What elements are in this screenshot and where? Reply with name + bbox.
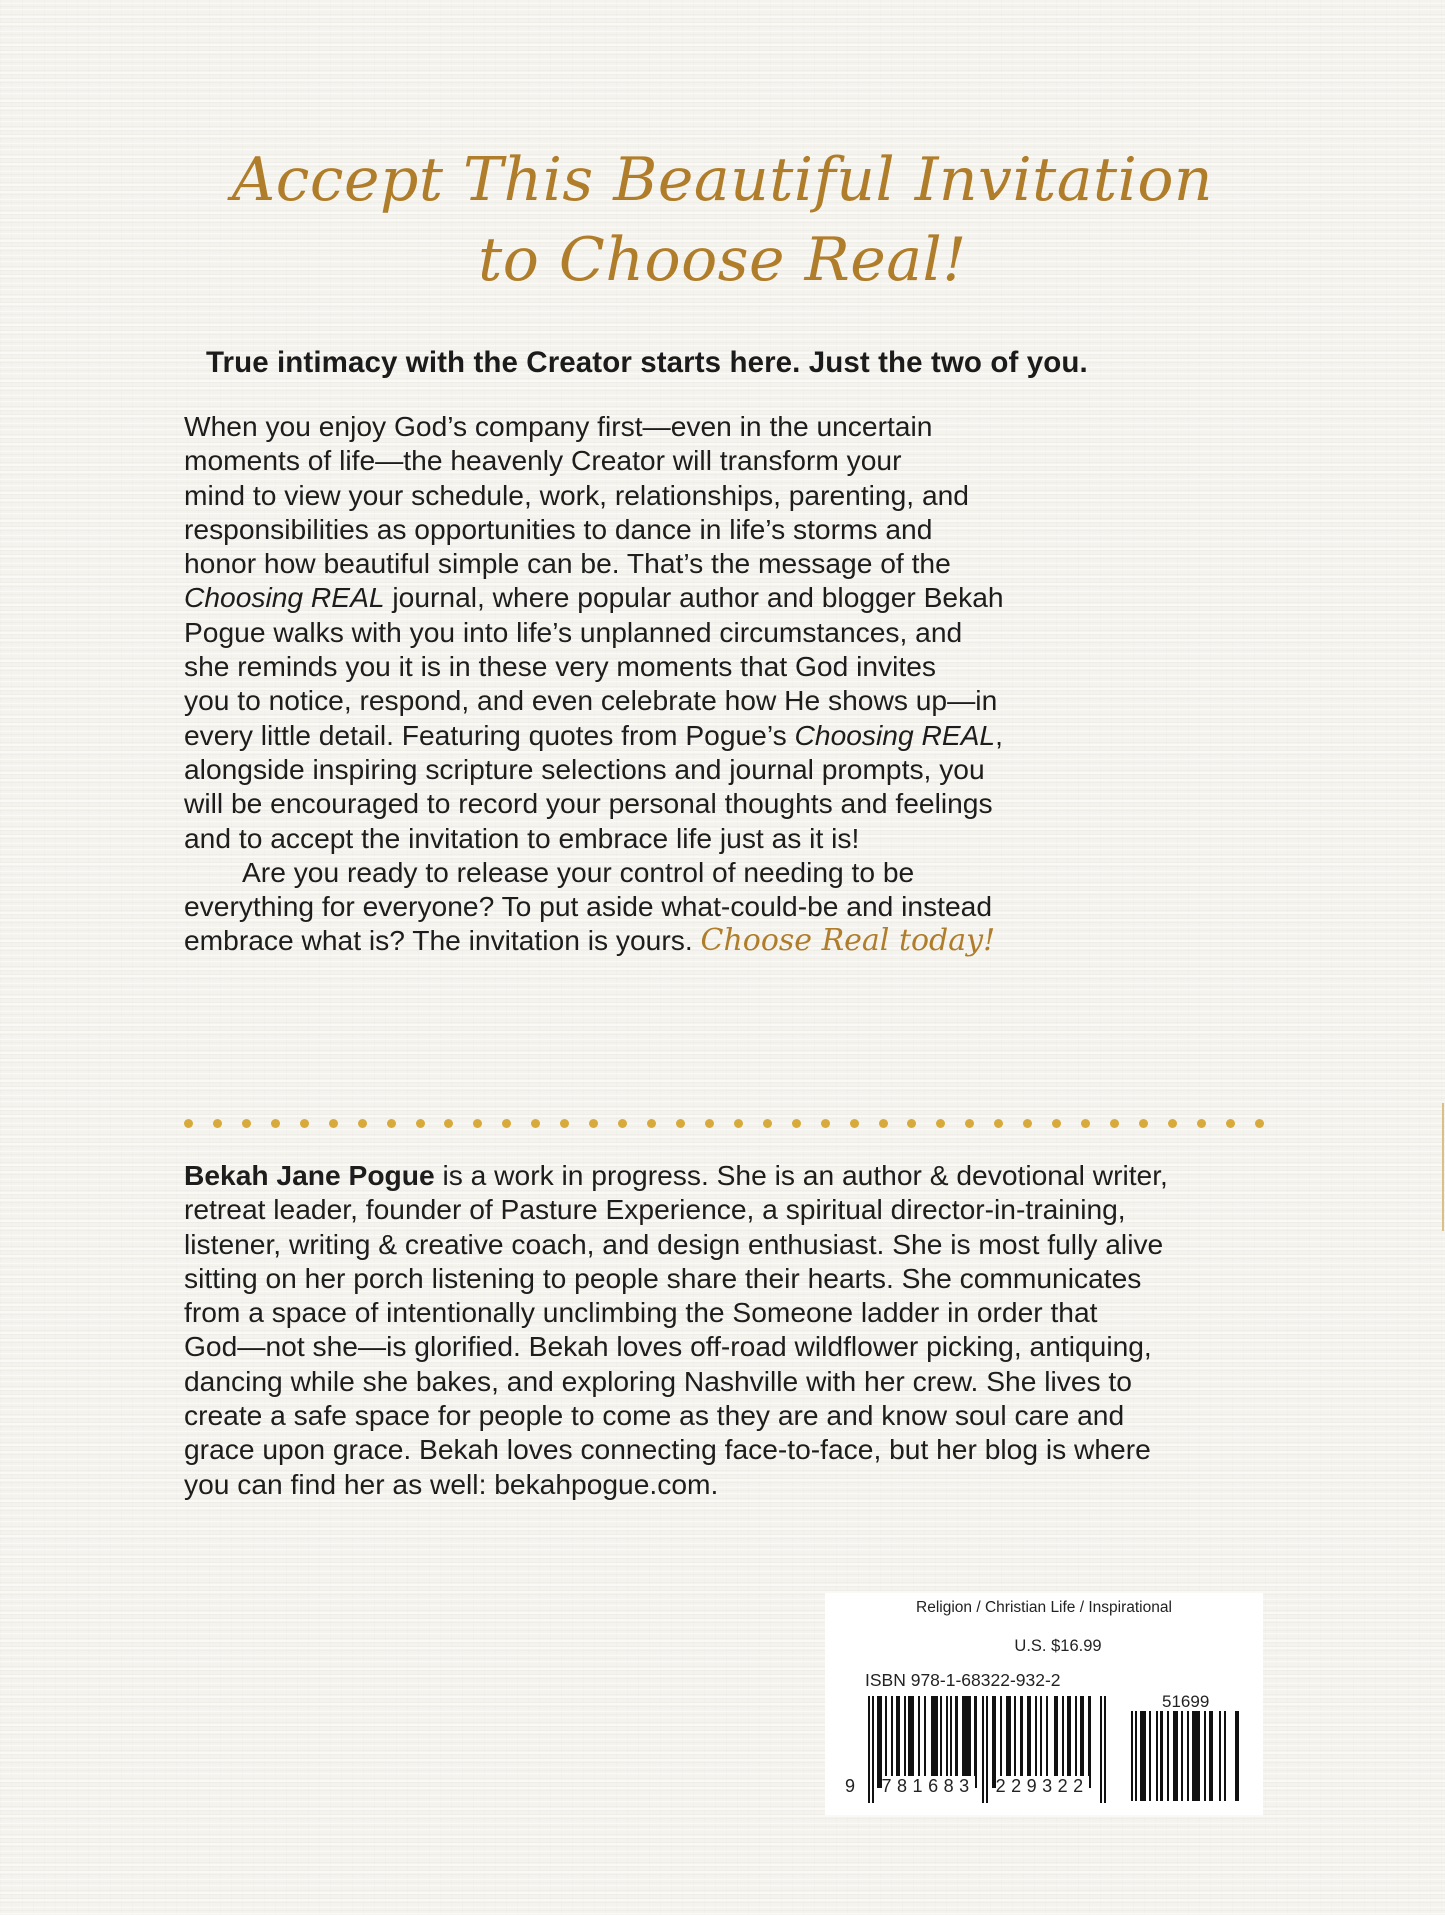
description-text: embrace what is? The invitation is yours. <box>184 924 701 957</box>
bio-line <box>184 1158 1274 1192</box>
bio-line: create a safe space for people to come as they are and know soul care and <box>184 1399 1125 1432</box>
description-line <box>184 923 1274 958</box>
divider-dot <box>821 1119 830 1128</box>
divider-dot <box>763 1119 772 1128</box>
bio-line: listener, writing & creative coach, and design enthusiast. She is most fully alive <box>184 1227 1164 1260</box>
divider-dot <box>1168 1119 1177 1128</box>
divider-dot <box>502 1119 511 1128</box>
description-line: When you enjoy God’s company first—even in the uncertain <box>184 410 933 442</box>
divider-dot <box>705 1119 714 1128</box>
description-line: will be encouraged to record your personal thoughts and feelings <box>184 787 993 820</box>
divider-dot <box>647 1119 656 1128</box>
author-bio <box>184 1158 1274 1501</box>
divider-dot <box>907 1119 916 1128</box>
isbn: ISBN 978-1-68322-932-2 <box>865 1670 1061 1690</box>
divider-dot <box>589 1119 598 1128</box>
headline-line-2: to Choose Real! <box>478 225 967 295</box>
divider-dot <box>1052 1119 1061 1128</box>
divider-dot <box>213 1119 222 1128</box>
description-line: Are you ready to release your control of needing to be <box>242 855 915 888</box>
bio-line: dancing while she bakes, and exploring Nashville with her crew. She lives to <box>184 1364 1132 1397</box>
divider-dot <box>792 1119 801 1128</box>
book-title-italic: Choosing REAL <box>184 581 385 614</box>
description-line: moments of life—the heavenly Creator will transform your <box>184 444 902 477</box>
divider-dot <box>676 1119 685 1128</box>
divider-dot <box>1081 1119 1090 1128</box>
divider-dot <box>473 1119 482 1128</box>
divider-dot <box>300 1119 309 1128</box>
divider-dot <box>531 1119 540 1128</box>
divider-dot <box>358 1119 367 1128</box>
description-line: Pogue walks with you into life’s unplanned circumstances, and <box>184 615 963 648</box>
divider-dot <box>1255 1119 1264 1128</box>
description-line: she reminds you it is in these very moments that God invites <box>184 650 936 683</box>
bio-line: grace upon grace. Bekah loves connecting face-to-face, but her blog is where <box>184 1433 1151 1466</box>
divider-dot <box>184 1119 193 1128</box>
divider-dot <box>618 1119 627 1128</box>
price-addon-code: 51699 <box>1162 1692 1210 1711</box>
price: U.S. $16.99 <box>1014 1637 1102 1655</box>
description-line: you to notice, respond, and even celebrate how He shows up—in <box>184 684 998 717</box>
spine-edge-line <box>1442 1103 1444 1231</box>
divider-dot <box>271 1119 280 1128</box>
barcode-label <box>825 1593 1263 1815</box>
description-line: everything for everyone? To put aside what-could-be and instead <box>184 890 993 923</box>
divider-dot <box>1110 1119 1119 1128</box>
book-description <box>184 409 1274 959</box>
divider-dot <box>965 1119 974 1128</box>
divider-dot <box>387 1119 396 1128</box>
divider-dot <box>444 1119 453 1128</box>
bio-line: you can find her as well: bekahpogue.com. <box>184 1467 719 1500</box>
divider-dot <box>850 1119 859 1128</box>
bio-line: sitting on her porch listening to people share their hearts. She communicates <box>184 1261 1142 1294</box>
description-line: responsibilities as opportunities to dance in life’s storms and <box>184 512 933 545</box>
price-addon-barcode-icon <box>1131 1711 1247 1801</box>
divider-dot <box>1197 1119 1206 1128</box>
description-line <box>184 580 1274 614</box>
barcode-digit-group-2: 229322 <box>995 1776 1089 1796</box>
bio-line: retreat leader, founder of Pasture Experience, a spiritual director-in-training, <box>184 1193 1126 1226</box>
description-text: every little detail. Featuring quotes from Pogue’s <box>184 718 795 751</box>
divider-dot <box>242 1119 251 1128</box>
description-line: alongside inspiring scripture selections and journal prompts, you <box>184 752 985 785</box>
divider-dot <box>1226 1119 1235 1128</box>
choose-real-callout: Choose Real today! <box>700 923 996 959</box>
bio-line: from a space of intentionally unclimbing the Someone ladder in order that <box>184 1296 1098 1329</box>
divider-dot <box>1023 1119 1032 1128</box>
book-title-italic: Choosing REAL <box>794 718 996 751</box>
bio-line: God—not she—is glorified. Bekah loves off-road wildflower picking, antiquing, <box>184 1330 1152 1363</box>
divider-dot <box>560 1119 569 1128</box>
barcode-digit-first: 9 <box>845 1776 861 1796</box>
description-text: journal, where popular author and blogger Bekah <box>384 581 1004 614</box>
divider-dot <box>994 1119 1003 1128</box>
bio-text: is a work in progress. She is an author & devotional writer, <box>434 1159 1168 1191</box>
tagline: True intimacy with the Creator starts here. Just the two of you. <box>206 346 1088 379</box>
description-line: and to accept the invitation to embrace life just as it is! <box>184 821 860 854</box>
description-text: , <box>995 718 1003 751</box>
divider-dot <box>416 1119 425 1128</box>
barcode-digits <box>845 1776 1089 1797</box>
divider-dot <box>329 1119 338 1128</box>
description-line: honor how beautiful simple can be. That’s the message of the <box>184 547 951 580</box>
headline-line-1: Accept This Beautiful Invitation <box>231 145 1214 215</box>
divider-dot <box>1139 1119 1148 1128</box>
barcode-digit-group-1: 781683 <box>881 1776 975 1796</box>
divider-dot <box>936 1119 945 1128</box>
divider-dot <box>879 1119 888 1128</box>
bisac-category: Religion / Christian Life / Inspirational <box>916 1599 1172 1616</box>
dotted-divider <box>184 1119 1264 1129</box>
divider-dot <box>734 1119 743 1128</box>
description-line <box>184 718 1274 752</box>
description-line: mind to view your schedule, work, relationships, parenting, and <box>184 478 969 511</box>
author-name: Bekah Jane Pogue <box>184 1159 435 1191</box>
